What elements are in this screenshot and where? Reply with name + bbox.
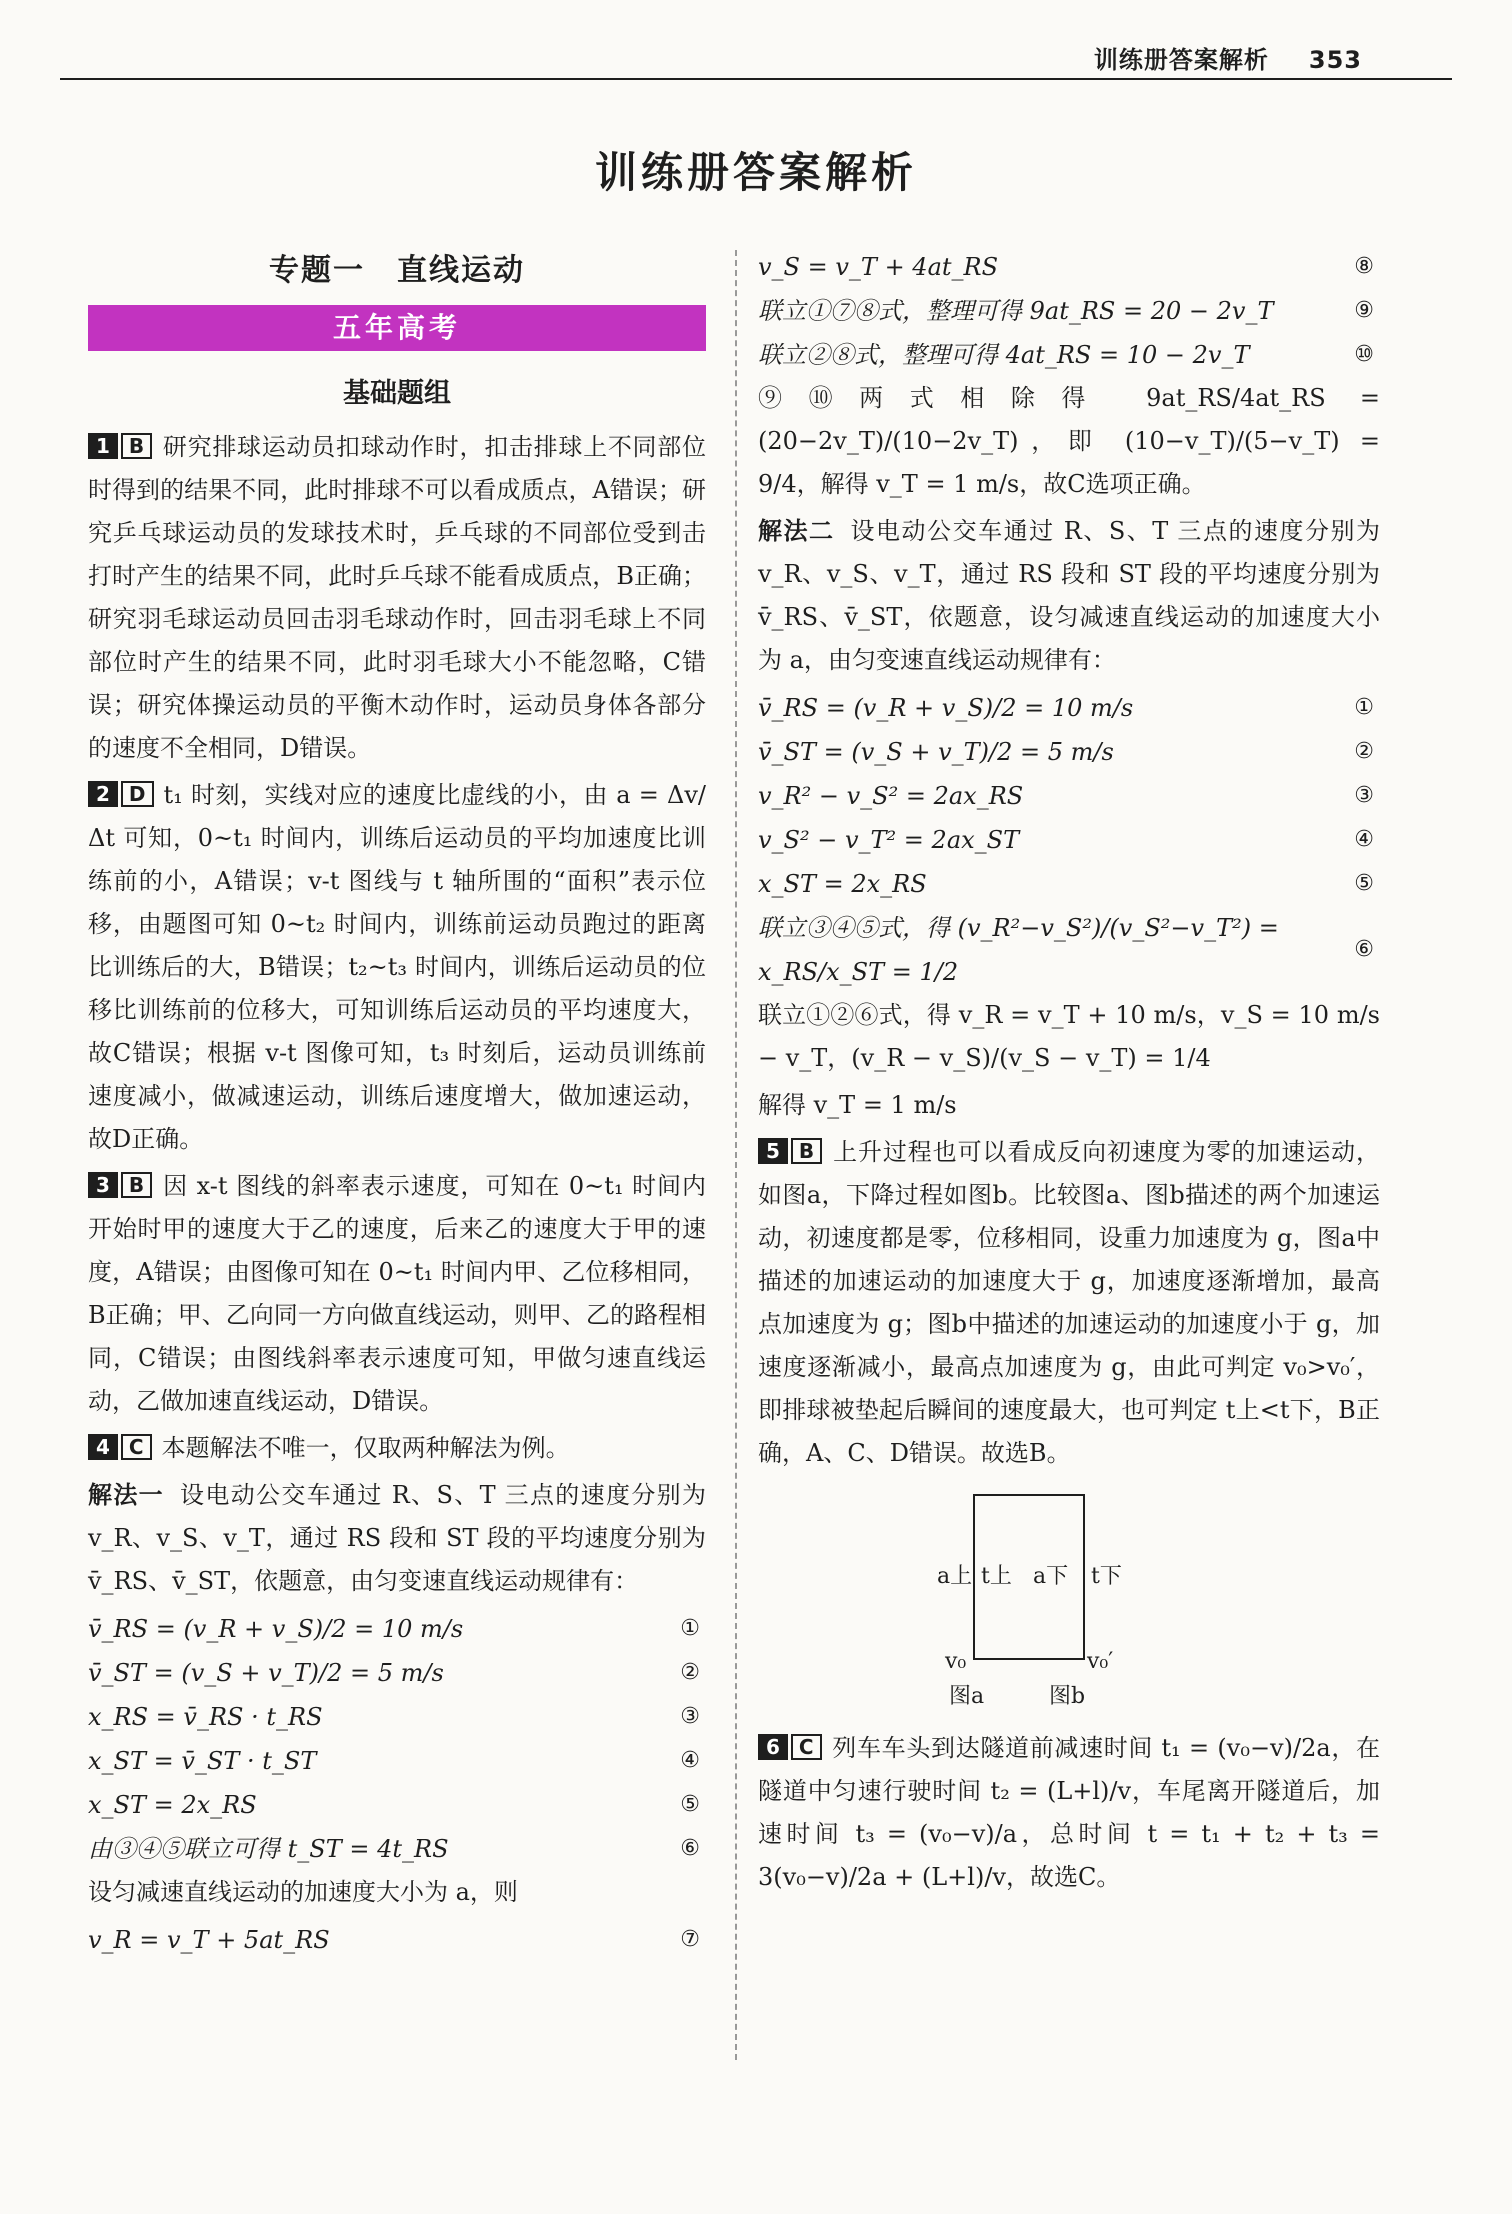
equation: 由③④⑤联立可得 t_ST = 4t_RS [88, 1835, 449, 1863]
equation-number: ⑨ [1354, 298, 1374, 323]
combine-text: 联立①②⑥式，得 v_R = v_T + 10 m/s，v_S = 10 m/s − v_T，(v_R − v_S)/(v_S − v_T) = 1/4 [758, 1001, 1380, 1072]
equation-row [758, 289, 1380, 333]
equation-row [758, 774, 1380, 818]
answer-6 [758, 1727, 1380, 1899]
motion-figure [919, 1489, 1219, 1709]
equation: x_RS = v̄_RS · t_RS [88, 1703, 323, 1731]
method-text: 设电动公交车通过 R、S、T 三点的速度分别为 v_R、v_S、v_T，通过 RS 段和 ST 段的平均速度分别为 v̄_RS、v̄_ST，依题意，由匀变速直线运动规律有： [88, 1481, 706, 1595]
equation-row [758, 686, 1380, 730]
equation: v̄_RS = (v_R + v_S)/2 = 10 m/s [758, 694, 1134, 722]
equation-row [758, 730, 1380, 774]
equation-row [88, 1827, 706, 1871]
equation-row [88, 1783, 706, 1827]
answer-text: 因 x-t 图线的斜率表示速度，可知在 0~t₁ 时间内开始时甲的速度大于乙的速度，后来乙的速度大于甲的速度，A错误；由图像可知在 0~t₁ 时间内甲、乙位移相同，B正确；甲、乙向同一方向做直线运动，则甲、乙的路程相同，C错误；由图线斜率表示速度可知，甲做匀速直线运动，乙做加速直线运动，D错误。 [88, 1172, 706, 1415]
equation: v_R² − v_S² = 2ax_RS [758, 782, 1024, 810]
equation-row [88, 1739, 706, 1783]
label-a-up: a上 [937, 1564, 973, 1589]
equation: v_S = v_T + 4at_RS [758, 253, 999, 281]
equation: v̄_ST = (v_S + v_T)/2 = 5 m/s [758, 738, 1114, 766]
equation: v̄_ST = (v_S + v_T)/2 = 5 m/s [88, 1659, 444, 1687]
equation-number: ① [680, 1616, 700, 1641]
equation-number: ③ [1354, 783, 1374, 808]
equation: x_ST = 2x_RS [758, 870, 927, 898]
question-badge: 2 D [88, 781, 154, 807]
method-1 [88, 1474, 706, 1603]
answer-3 [88, 1165, 706, 1423]
answer-1 [88, 426, 706, 770]
answer-text: 列车车头到达隧道前减速时间 t₁ = (v₀−v)/2a，在隧道中匀速行驶时间 t₂ = (L+l)/v，车尾离开隧道后，加速时间 t₃ = (v₀−v)/a，总时间 t = t₁ + t₂ + t₃ = 3(v₀−v)/2a + (L+l)/v，故选C。 [758, 1734, 1380, 1891]
equation-row [88, 1607, 706, 1651]
equation: x_ST = 2x_RS [88, 1791, 257, 1819]
method-text: 设电动公交车通过 R、S、T 三点的速度分别为 v_R、v_S、v_T，通过 RS 段和 ST 段的平均速度分别为 v̄_RS、v̄_ST，依题意，设匀减速直线运动的加速度大小为 a，由匀变速直线运动规律有： [758, 517, 1380, 674]
equation: 联立③④⑤式，得 (v_R²−v_S²)/(v_S²−v_T²) = x_RS/x_ST = 1/2 [758, 914, 1279, 986]
question-badge: 5 B [758, 1138, 822, 1164]
equation-row [758, 245, 1380, 289]
answer-5 [758, 1131, 1380, 1475]
label-v0: v₀ [945, 1649, 967, 1674]
question-badge: 1 B [88, 433, 152, 459]
page-title: 训练册答案解析 [594, 148, 917, 197]
equation: 联立②⑧式，整理可得 4at_RS = 10 − 2v_T [758, 341, 1250, 369]
label-t-up: t上 [981, 1564, 1012, 1589]
answer-2 [88, 774, 706, 1161]
answer-text: 本题解法不唯一，仅取两种解法为例。 [161, 1434, 570, 1462]
equation-row [88, 1651, 706, 1695]
equation: 联立①⑦⑧式，整理可得 9at_RS = 20 − 2v_T [758, 297, 1274, 325]
equation-number: ③ [680, 1704, 700, 1729]
equation: v̄_RS = (v_R + v_S)/2 = 10 m/s [88, 1615, 464, 1643]
equation-number: ⑥ [680, 1836, 700, 1861]
equation-number: ② [1354, 739, 1374, 764]
running-header [1094, 40, 1362, 75]
question-badge: 6 C [758, 1734, 822, 1760]
label-t-down: t下 [1091, 1564, 1122, 1589]
decel-text: 设匀减速直线运动的加速度大小为 a，则 [88, 1878, 518, 1906]
equation-number: ⑤ [1354, 871, 1374, 896]
equation: x_ST = v̄_ST · t_ST [88, 1747, 317, 1775]
caption-b: 图b [1049, 1684, 1086, 1709]
answer-text: 上升过程也可以看成反向初速度为零的加速运动，如图a，下降过程如图b。比较图a、图b描述的两个加速运动，初速度都是零，位移相同，设重力加速度为 g，图a中描述的加速运动的加速度大于 g，加速度逐渐增加，最高点加速度为 g；图b中描述的加速运动的加速度小于 g，加速度逐渐减小，最高点加速度为 g，由此可判定 v₀>v₀′，即排球被垫起后瞬间的速度最大，也可判定 t上<t下，B正确，A、C、D错误。故选B。 [758, 1138, 1380, 1467]
method-2 [758, 510, 1380, 682]
column-divider [735, 250, 737, 2060]
equation-number: ④ [680, 1748, 700, 1773]
equation-row [88, 1695, 706, 1739]
right-column [758, 245, 1380, 1903]
answer-text: t₁ 时刻，实线对应的速度比虚线的小，由 a = Δv/Δt 可知，0~t₁ 时间内，训练后运动员的平均加速度比训练前的小，A错误；v-t 图线与 t 轴所围的“面积”表示位移，由题图可知 0~t₂ 时间内，训练前运动员跑过的距离比训练后的大，B错误；t₂~t₃ 时间内，训练后运动员的位移比训练前的位移大，可知训练后运动员的平均速度大，故C错误；根据 v-t 图像可知，t₃ 时刻后，运动员训练前速度减小，做减速运动，训练后速度增大，做加速运动，故D正确。 [88, 781, 706, 1153]
solve-text: 解得 v_T = 1 m/s [758, 1091, 957, 1119]
figure-diagram [919, 1489, 1219, 1709]
method-label: 解法二 [758, 517, 835, 545]
equation: v_S² − v_T² = 2ax_ST [758, 826, 1020, 854]
question-badge: 3 B [88, 1172, 152, 1198]
equation-number: ⑧ [1354, 254, 1374, 279]
equation-row [758, 862, 1380, 906]
header-rule [60, 78, 1452, 80]
equation-number: ⑤ [680, 1792, 700, 1817]
equation-row [758, 906, 1380, 994]
section-banner: 五年高考 [88, 305, 706, 351]
equation-number: ⑩ [1354, 342, 1374, 367]
page-number: 353 [1308, 46, 1362, 74]
chapter-title: 专题一 直线运动 [269, 253, 525, 288]
equation-number: ④ [1354, 827, 1374, 852]
label-a-down: a下 [1033, 1564, 1069, 1589]
equation-row [88, 1918, 706, 1962]
question-badge: 4 C [88, 1434, 152, 1460]
equation-row [758, 818, 1380, 862]
equation: v_R = v_T + 5at_RS [88, 1926, 330, 1954]
running-title: 训练册答案解析 [1093, 46, 1269, 74]
answer-text: 研究排球运动员扣球动作时，扣击排球上不同部位时得到的结果不同，此时排球不可以看成质点，A错误；研究乒乓球运动员的发球技术时，乒乓球的不同部位受到击打时产生的结果不同，此时乒乓球不能看成质点，B正确；研究羽毛球运动员回击羽毛球动作时，回击羽毛球上不同部位时产生的结果不同，此时羽毛球大小不能忽略，C错误；研究体操运动员的平衡木动作时，运动员身体各部分的速度不全相同，D错误。 [88, 433, 706, 762]
answer-4-intro [88, 1427, 706, 1470]
equation-number: ⑥ [1354, 937, 1374, 962]
caption-a: 图a [949, 1684, 985, 1709]
divide-text: ⑨⑩两式相除得 9at_RS/4at_RS = (20−2v_T)/(10−2v_T)，即 (10−v_T)/(5−v_T) = 9/4，解得 v_T = 1 m/s，故C选项正确。 [758, 384, 1380, 498]
label-v0-prime: v₀′ [1087, 1649, 1114, 1674]
equation-number: ② [680, 1660, 700, 1685]
left-column [88, 245, 706, 1962]
equation-number: ① [1354, 695, 1374, 720]
group-title: 基础题组 [343, 378, 451, 409]
equation-row [758, 333, 1380, 377]
method-label: 解法一 [88, 1481, 165, 1509]
equation-number: ⑦ [680, 1927, 700, 1952]
